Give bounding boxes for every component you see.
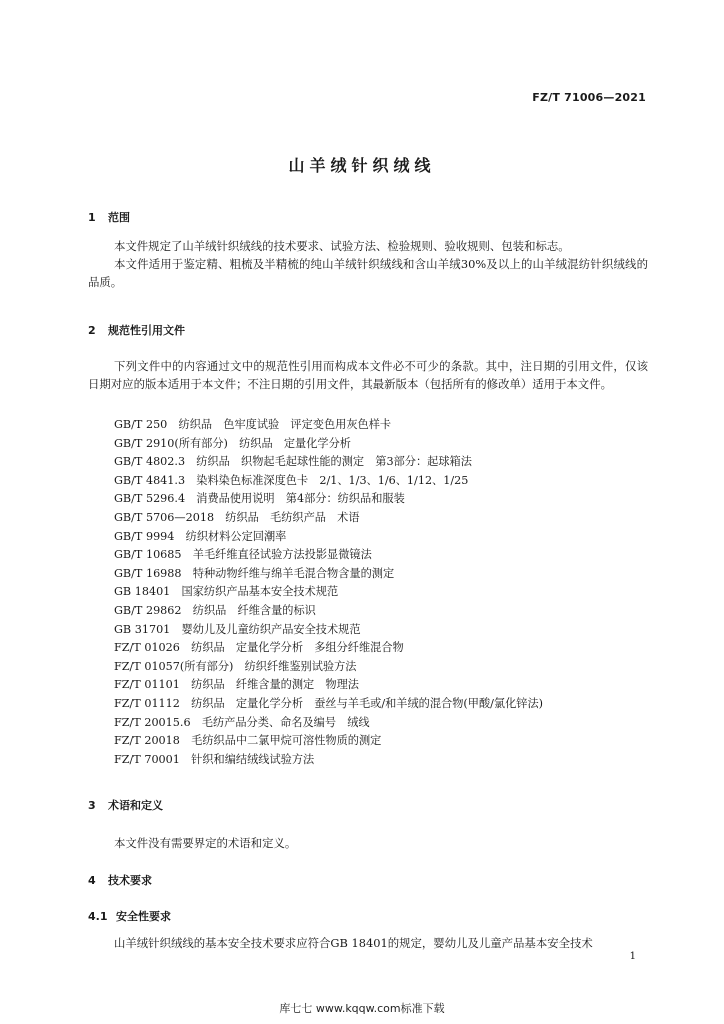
reference-code: GB/T 5706—2018 <box>114 510 215 524</box>
section-heading-scope <box>88 209 130 225</box>
reference-item <box>114 676 543 695</box>
reference-code: GB/T 4802.3 <box>114 455 186 469</box>
reference-code: GB/T 2910(所有部分) <box>114 436 228 450</box>
section-title: 术语和定义 <box>108 799 163 812</box>
section-heading-technical-requirements <box>88 872 152 888</box>
reference-code: FZ/T 01112 <box>114 696 180 710</box>
reference-name: 纺织品 定量化学分析 多组分纤维混合物 <box>191 641 404 655</box>
reference-name: 纺织品 色牢度试验 评定变色用灰色样卡 <box>178 418 392 431</box>
reference-code: GB 31701 <box>114 622 171 636</box>
reference-name: 纺织品 毛纺织产品 术语 <box>225 510 360 524</box>
reference-list <box>114 416 543 769</box>
section-number: 1 <box>88 211 96 224</box>
reference-item <box>114 751 543 770</box>
reference-name: 羊毛纤维直径试验方法投影显微镜法 <box>192 548 372 562</box>
reference-item <box>114 528 543 547</box>
section-heading-terms <box>88 797 163 813</box>
reference-name: 消费品使用说明 第4部分：纺织品和服装 <box>196 492 405 506</box>
section-title: 规范性引用文件 <box>108 324 185 337</box>
reference-item <box>114 490 543 509</box>
reference-code: FZ/T 20018 <box>114 734 180 748</box>
reference-item <box>114 732 543 751</box>
reference-code: FZ/T 01101 <box>114 678 180 692</box>
reference-name: 毛纺织品中二氯甲烷可溶性物质的测定 <box>191 734 382 748</box>
scope-paragraph-1: 本文件规定了山羊绒针织绒线的技术要求、试验方法、检验规则、验收规则、包装和标志。 <box>114 239 570 253</box>
reference-code: GB/T 5296.4 <box>114 492 186 506</box>
reference-name: 毛纺产品分类、命名及编号 绒线 <box>201 715 370 729</box>
reference-code: GB/T 9994 <box>114 529 175 543</box>
reference-code: GB/T 16988 <box>114 566 182 580</box>
reference-code: FZ/T 70001 <box>114 752 180 766</box>
reference-item <box>114 658 543 677</box>
scope-paragraph-2: 本文件适用于鉴定精、粗梳及半精梳的纯山羊绒针织绒线和含山羊绒30%及以上的山羊绒混纺针织绒线的品质。 <box>88 257 648 289</box>
reference-name: 纺织材料公定回潮率 <box>185 529 287 543</box>
reference-item <box>114 472 543 491</box>
footer-watermark[interactable]: 库七七 www.kqqw.com标准下载 <box>279 1002 445 1015</box>
reference-item <box>114 435 543 454</box>
reference-name: 婴幼儿及儿童纺织产品安全技术规范 <box>181 622 361 636</box>
reference-name: 特种动物纤维与绵羊毛混合物含量的测定 <box>192 566 395 580</box>
reference-name: 纺织品 纤维含量的测定 物理法 <box>191 678 359 692</box>
reference-name: 染料染色标准深度色卡 2/1、1/3、1/6、1/12、1/25 <box>196 473 469 487</box>
section-title: 范围 <box>108 211 130 224</box>
reference-code: FZ/T 20015.6 <box>114 715 191 729</box>
reference-name: 国家纺织产品基本安全技术规范 <box>181 585 339 599</box>
reference-code: GB/T 29862 <box>114 603 182 617</box>
reference-item <box>114 714 543 733</box>
subsection-heading-safety <box>88 908 171 924</box>
safety-paragraph: 山羊绒针织绒线的基本安全技术要求应符合GB 18401的规定，婴幼儿及儿童产品基本安全技术 <box>114 936 593 950</box>
reference-item <box>114 509 543 528</box>
reference-code: GB/T 4841.3 <box>114 473 186 487</box>
reference-name: 针织和编结绒线试验方法 <box>191 752 315 766</box>
reference-item <box>114 621 543 640</box>
reference-item <box>114 695 543 714</box>
reference-item <box>114 565 543 584</box>
reference-item <box>114 639 543 658</box>
reference-item <box>114 583 543 602</box>
reference-code: GB 18401 <box>114 585 171 599</box>
reference-item <box>114 453 543 472</box>
section-number: 2 <box>88 324 96 337</box>
standard-code: FZ/T 71006—2021 <box>532 91 646 104</box>
reference-code: GB/T 10685 <box>114 548 182 562</box>
document-title: 山羊绒针织绒线 <box>288 156 436 175</box>
reference-item <box>114 416 543 435</box>
terms-paragraph: 本文件没有需要界定的术语和定义。 <box>114 836 297 850</box>
reference-name: 纺织纤维鉴别试验方法 <box>244 659 357 673</box>
page-number: 1 <box>629 951 636 962</box>
subsection-title: 安全性要求 <box>116 910 171 923</box>
reference-code: GB/T 250 <box>114 418 168 431</box>
reference-name: 纺织品 定量化学分析 蚕丝与羊毛或/和羊绒的混合物(甲酸/氯化锌法) <box>191 696 544 710</box>
references-intro: 下列文件中的内容通过文中的规范性引用而构成本文件必不可少的条款。其中，注日期的引用文件，仅该日期对应的版本适用于本文件；不注日期的引用文件，其最新版本（包括所有的修改单）适用于本文件。 <box>88 359 648 391</box>
subsection-number: 4.1 <box>88 910 108 923</box>
section-number: 3 <box>88 799 96 812</box>
reference-code: FZ/T 01057(所有部分) <box>114 659 234 673</box>
reference-name: 纺织品 纤维含量的标识 <box>192 603 316 617</box>
section-number: 4 <box>88 874 96 887</box>
section-title: 技术要求 <box>108 874 152 887</box>
section-heading-normative-references <box>88 322 185 338</box>
reference-code: FZ/T 01026 <box>114 641 180 655</box>
reference-name: 纺织品 织物起毛起球性能的测定 第3部分：起球箱法 <box>196 455 472 469</box>
reference-item <box>114 546 543 565</box>
reference-item <box>114 602 543 621</box>
reference-name: 纺织品 定量化学分析 <box>239 436 351 450</box>
